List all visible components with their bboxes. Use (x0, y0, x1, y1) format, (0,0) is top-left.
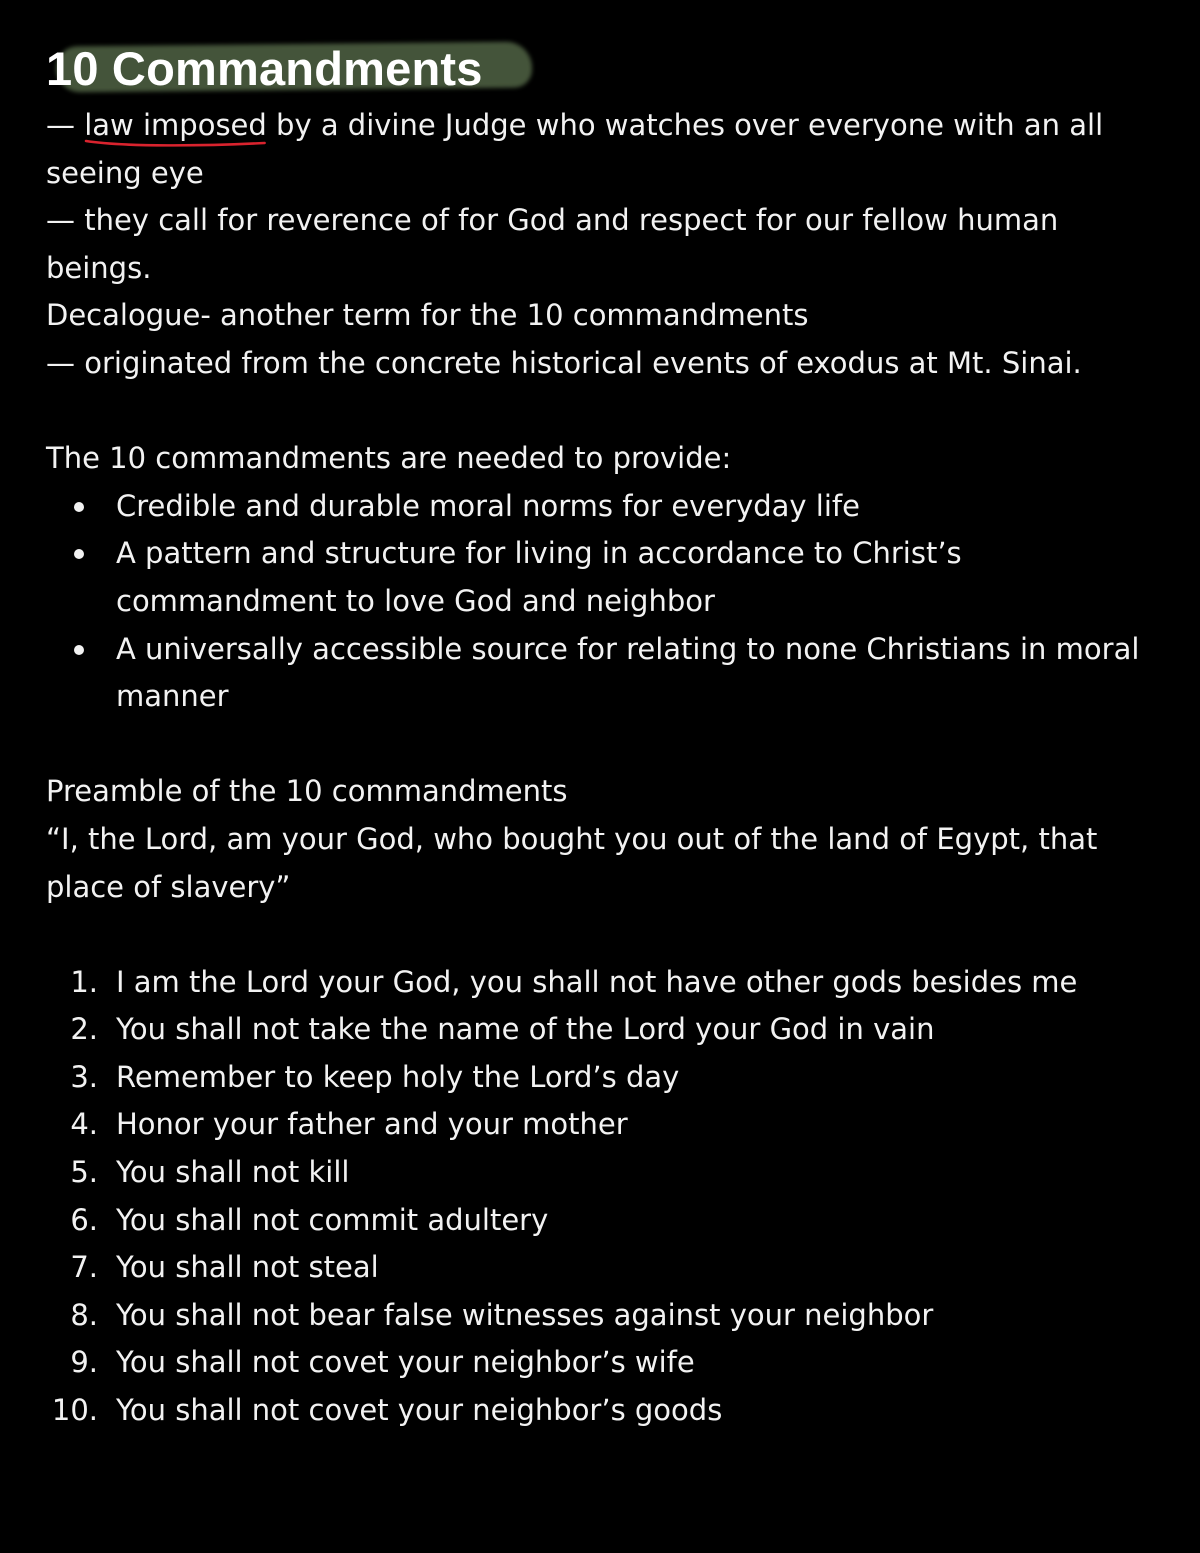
commandment-text: You shall not covet your neighbor’s goods (116, 1393, 723, 1428)
intro-dash: — (46, 108, 85, 142)
commandment-text: I am the Lord your God, you shall not have other gods besides me (116, 964, 1078, 999)
commandment-item (46, 1339, 1166, 1387)
commandment-item (46, 1292, 1166, 1340)
note-body (46, 36, 1166, 1435)
list-item (46, 483, 1166, 531)
intro-line-3: Decalogue- another term for the 10 commandments (46, 298, 809, 333)
commandments-list (46, 959, 1166, 1435)
intro-line-2: — they call for reverence of for God and respect for our fellow human beings. (46, 203, 1059, 285)
blank-line (46, 388, 1166, 436)
item-number: 5. (70, 1155, 98, 1190)
needed-list (46, 483, 1166, 721)
bullet-icon (74, 645, 84, 655)
commandment-text: You shall not take the name of the Lord your God in vain (116, 1012, 935, 1047)
commandment-text: You shall not bear false witnesses against your neighbor (116, 1297, 934, 1332)
commandment-text: Honor your father and your mother (116, 1107, 628, 1142)
item-number: 3. (70, 1059, 98, 1094)
list-item (46, 530, 1166, 625)
preamble-heading: Preamble of the 10 commandments (46, 774, 568, 809)
intro-line-1-rest: by a divine Judge who watches over everyone with an all seeing eye (46, 108, 1104, 190)
blank-line (46, 911, 1166, 959)
preamble-quote: “I, the Lord, am your God, who bought you out of the land of Egypt, that place of slavery” (46, 821, 1098, 904)
commandment-text: You shall not covet your neighbor’s wife (116, 1345, 695, 1380)
intro-line-4: — originated from the concrete historical events of exodus at Mt. Sinai. (46, 345, 1082, 380)
bullet-icon (74, 502, 84, 512)
list-item-text: A pattern and structure for living in accordance to Christ’s commandment to love God and neighbor (116, 536, 962, 618)
item-number: 6. (70, 1202, 98, 1237)
commandment-text: You shall not kill (116, 1155, 350, 1190)
commandment-text: You shall not commit adultery (116, 1202, 549, 1237)
commandment-item (46, 1197, 1166, 1245)
item-number: 9. (70, 1345, 98, 1380)
item-number: 10. (51, 1393, 98, 1428)
item-number: 2. (70, 1012, 98, 1047)
underlined-phrase-text: law imposed (84, 108, 267, 142)
needed-heading: The 10 commandments are needed to provide: (46, 441, 732, 476)
commandment-item (46, 1244, 1166, 1292)
red-underline-mark (84, 135, 267, 149)
commandment-item (46, 1006, 1166, 1054)
list-item-text: Credible and durable moral norms for everyday life (116, 488, 860, 523)
list-item-text: A universally accessible source for relating to none Christians in moral manner (116, 631, 1140, 714)
bullet-icon (74, 549, 84, 559)
blank-line (46, 721, 1166, 769)
title-block (46, 36, 483, 102)
commandment-item (46, 1054, 1166, 1102)
item-number: 4. (70, 1107, 98, 1142)
list-item (46, 626, 1166, 721)
item-number: 7. (70, 1250, 98, 1285)
underlined-phrase (84, 102, 267, 150)
commandment-text: Remember to keep holy the Lord’s day (116, 1059, 680, 1094)
commandment-text: You shall not steal (116, 1250, 379, 1285)
commandment-item (46, 1149, 1166, 1197)
commandment-item (46, 1101, 1166, 1149)
item-number: 1. (70, 964, 98, 999)
commandment-item (46, 959, 1166, 1007)
item-number: 8. (70, 1297, 98, 1332)
intro-line-1 (46, 102, 1166, 197)
commandment-item (46, 1387, 1166, 1435)
page-title: 10 Commandments (46, 42, 483, 95)
